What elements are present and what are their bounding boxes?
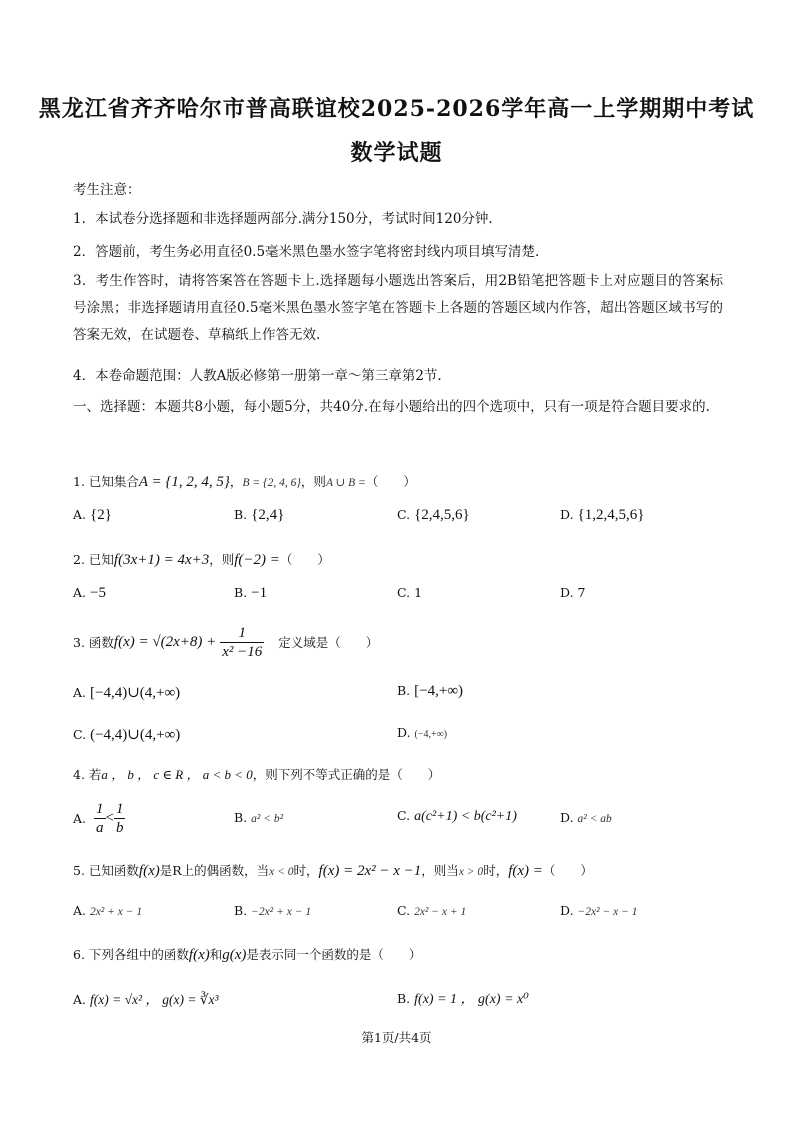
q5-option-c[interactable] [397,903,466,918]
q4-option-a-frac2 [114,800,126,837]
notice-item-1: 1．本试卷分选择题和非选择题两部分.满分150分，考试时间120分钟. [73,211,493,227]
q4-stem-b: ，则下列不等式正确的是（ ） [252,767,441,782]
notice-item-2: 2．答题前，考生务必用直径0.5毫米黑色墨水签字笔将密封线内项目填写清楚. [73,244,540,260]
q6-option-a-text: f(x) = √x² ， g(x) = ∛x³ [90,992,219,1007]
q1-option-d-label: D. [560,507,574,522]
q4-option-d-label: D. [560,810,574,825]
q4-frac2-num: 1 [115,800,124,817]
q4-option-a-op: < [105,809,114,826]
q6-option-a-label: A. [73,992,87,1007]
q6-fx: f(x) [188,947,210,963]
q2-option-c[interactable]: C. 1 [397,585,423,600]
q6-option-b[interactable] [397,988,529,1008]
q1-option-b-label: B. [234,507,248,522]
q4-frac1-num: 1 [96,800,104,817]
exam-title-line1: 黑龙江省齐齐哈尔市普高联谊校2025-2026学年高一上学期期中考试 [38,96,755,122]
q4-option-b-text: a² < b² [251,813,284,825]
q5-stem-a: 5. 已知函数 [73,863,139,878]
q1-stem: 1. 已知集合A = {1, 2, 4, 5}，B = {2, 4, 6}，则A ∪ B =（ ） [73,474,416,490]
q1-option-d-text: {1,2,4,5,6} [577,507,645,523]
q2-stem [73,550,330,569]
q2-option-a-label: A. [73,585,87,600]
q3-fraction [220,624,264,661]
q4-option-b[interactable] [234,810,283,825]
q2-option-a-text: −5 [90,585,106,601]
q5-stem-b: 是R上的偶函数，当 [159,863,270,878]
q4-option-d-text: a² < ab [577,813,612,825]
q4-option-a-frac1 [94,800,106,837]
q1-option-c[interactable] [397,507,470,524]
q5-option-d-text: −2x² − x − 1 [577,906,638,918]
q3-option-b-label: B. [397,683,411,698]
q6-gx: g(x) [222,947,247,963]
q3-frac-den: x² −16 [222,643,263,660]
q5-option-a-label: A. [73,903,87,918]
q4-frac1-den: a [96,819,104,836]
q2-paren: （ ） [279,552,330,567]
q3-option-c[interactable] [73,725,180,744]
q3-stem-b: 定义域是（ ） [278,635,379,650]
q2-expr2: f(−2) = [234,552,280,568]
q6-option-b-label: B. [397,991,411,1006]
q1-option-c-text: {2,4,5,6} [414,507,470,523]
q1-paren: （ ） [365,474,416,489]
q3-option-a-text: [−4,4)∪(4,+∞) [90,685,181,701]
q5-option-b[interactable] [234,903,311,918]
q1-set-a: A = {1, 2, 4, 5} [138,474,230,490]
q4-option-d[interactable] [560,810,612,825]
q2-stem-b: ，则 [209,552,235,567]
q6-option-b-text: f(x) = 1 ， g(x) = x⁰ [414,992,529,1007]
q1-option-b-text: {2,4} [251,507,285,523]
notice-item-3: 3．考生作答时，请将答案答在答题卡上.选择题每小题选出答案后，用2B铅笔把答题卡上对应题目的答案标号涂黑；非选择题请用直径0.5毫米黑色墨水签字笔在答题卡上各题的答题区域内作答，超出答题区域书写的答案无效，在试题卷、草稿纸上作答无效. [73,273,723,343]
q5-option-a[interactable] [73,903,142,918]
q3-frac-num: 1 [220,624,264,643]
q6-stem-b: 和 [209,947,223,962]
q4-stem-a: 4. 若 [73,767,102,782]
q5-option-d[interactable] [560,903,637,918]
q3-option-c-label: C. [73,727,87,742]
q5-paren: （ ） [542,863,593,878]
q5-expr2: f(x) = [508,863,543,879]
q3-option-d[interactable] [397,725,447,740]
q3-option-b-text: [−4,+∞) [414,683,464,699]
q3-option-d-label: D. [397,725,411,740]
q4-option-c[interactable] [397,808,517,825]
page-footer: 第1页/共4页 [361,1030,432,1045]
q4-frac2-den: b [115,819,124,836]
q1-set-b: B = {2, 4, 6} [242,477,301,489]
q3-stem-a: 3. 函数 [73,635,114,650]
q5-cond1: x < 0 [269,866,294,878]
q6-option-a[interactable] [73,988,219,1008]
q5-cond2: x > 0 [458,866,484,878]
exam-title-line2: 数学试题 [350,140,443,166]
q5-stem-e: 时， [483,863,509,878]
q5-option-c-text: 2x² − x + 1 [414,906,467,918]
q2-option-b-text: −1 [251,585,268,601]
q1-option-d[interactable] [560,507,644,524]
q1-option-a-text: {2} [90,507,112,523]
q3-expr-lhs: f(x) = √(2x+8) + [113,633,217,650]
q2-option-d[interactable]: D. 7 [560,585,586,600]
q1-expr: A ∪ B = [325,477,366,489]
notice-heading: 考生注意： [73,182,141,198]
q4-option-a-label: A. [73,810,87,826]
q4-option-b-label: B. [234,810,248,825]
q1-option-b[interactable] [234,507,284,524]
q5-option-a-text: 2x² + x − 1 [90,906,143,918]
q4-stem [73,764,440,783]
q2-stem-a: 2. 已知 [73,552,114,567]
q5-fx: f(x) [138,863,160,879]
q4-option-a[interactable] [73,797,125,839]
q5-stem [73,861,593,880]
q4-vars: a ， b ， c ∈ R ， a < b < 0 [101,767,253,782]
q1-option-a-label: A. [73,507,87,522]
q6-stem [73,945,421,964]
q1-stem-a: 1. 已知集合 [73,474,139,489]
q1-option-c-label: C. [397,507,411,522]
q5-expr: f(x) = 2x² − x −1 [318,863,422,879]
q2-option-b-label: B. [234,585,248,600]
q3-option-d-text: (−4,+∞) [414,729,448,740]
q2-expr: f(3x+1) = 4x+3 [113,552,210,568]
q6-stem-a: 6. 下列各组中的函数 [73,947,189,962]
q3-stem [73,620,378,664]
q5-option-c-label: C. [397,903,411,918]
q5-stem-c: 时， [293,863,319,878]
section1-intro: 一、选择题：本题共8小题，每小题5分，共40分.在每小题给出的四个选项中，只有一项是符合题目要求的. [73,399,710,415]
q1-stem-b: ，则 [300,474,326,489]
q3-option-a-label: A. [73,685,87,700]
q3-option-a[interactable] [73,683,180,702]
q5-option-b-label: B. [234,903,248,918]
q2-option-a[interactable] [73,585,106,602]
q1-option-a[interactable] [73,507,112,524]
q2-option-b[interactable] [234,585,267,602]
q4-option-c-text: a(c²+1) < b(c²+1) [414,809,517,824]
notice-item-4: 4．本卷命题范围：人教A版必修第一册第一章～第三章第2节. [73,368,442,384]
q4-option-c-label: C. [397,808,411,823]
q5-option-d-label: D. [560,903,574,918]
q6-stem-c: 是表示同一个函数的是（ ） [246,947,422,962]
q3-option-b[interactable] [397,683,463,700]
q5-stem-d: ，则当 [421,863,459,878]
q3-option-c-text: (−4,4)∪(4,+∞) [90,727,181,743]
q5-option-b-text: −2x² + x − 1 [251,906,312,918]
